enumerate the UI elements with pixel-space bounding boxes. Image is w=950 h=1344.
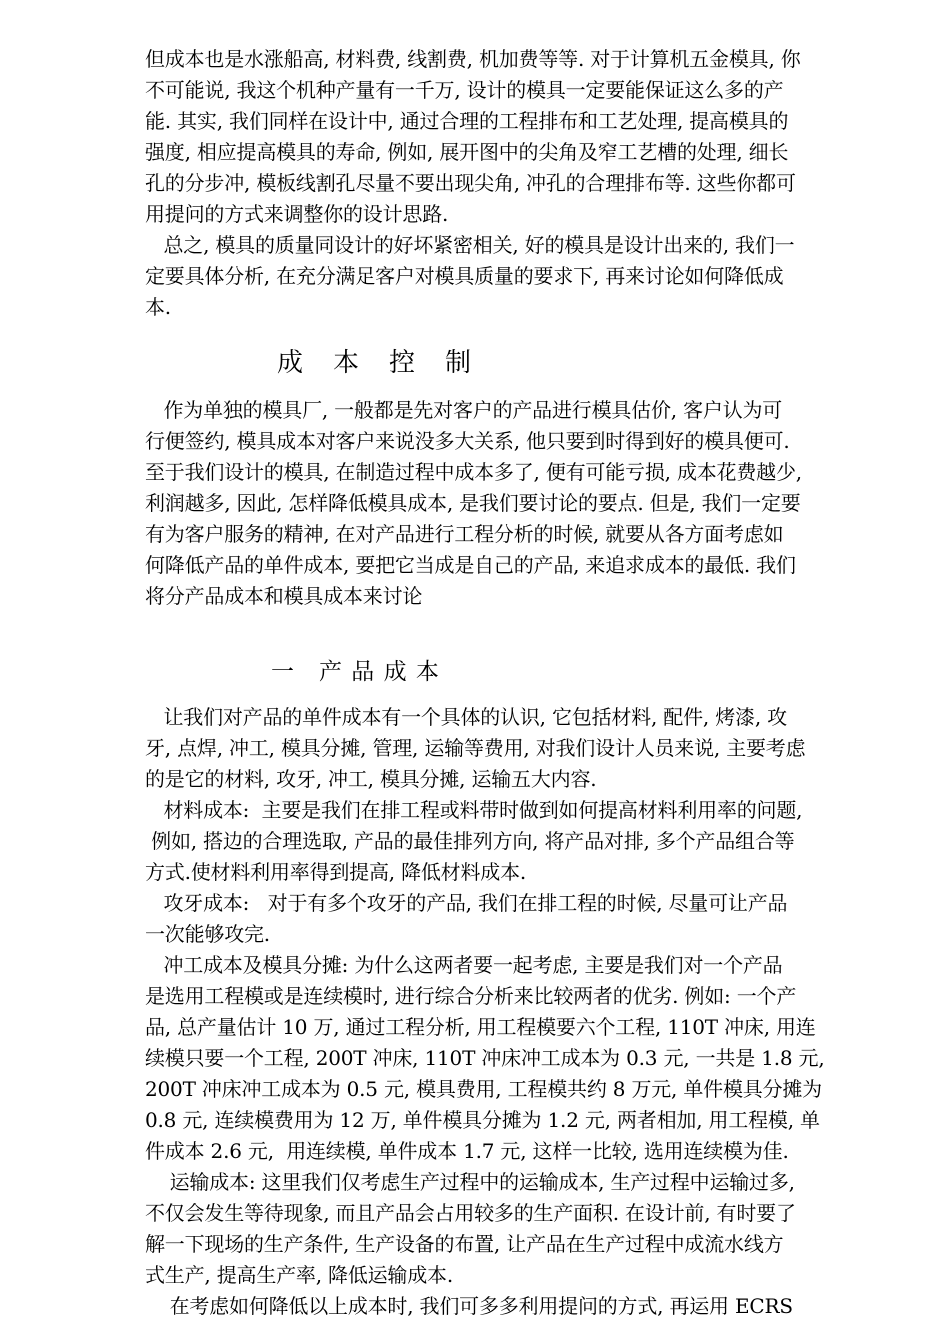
text-line: 件成本 2.6 元, 用连续模, 单件成本 1.7 元, 这样一比较, 选用连续模为佳. bbox=[145, 1139, 789, 1163]
paragraph-transport-cost bbox=[145, 1167, 885, 1291]
text-line: 的是它的材料, 攻牙, 冲工, 模具分摊, 运输五大内容. bbox=[145, 767, 597, 791]
text-line: 孔的分步冲, 模板线割孔尽量不要出现尖角, 冲孔的合理排布等. 这些你都可 bbox=[145, 171, 796, 195]
blank-line bbox=[145, 612, 885, 654]
text-line: 不仅会发生等待现象, 而且产品会占用较多的生产面积. 在设计前, 有时要了 bbox=[145, 1201, 796, 1225]
text-line: 冲工成本及模具分摊: 为什么这两者要一起考虑, 主要是我们对一个产品 bbox=[145, 953, 783, 977]
text-line: 200T 冲床冲工成本为 0.5 元, 模具费用, 工程模共约 8 万元, 单件模具分摊为 bbox=[145, 1077, 822, 1101]
section-heading-cost-control: 成 本 控 制 bbox=[277, 348, 474, 378]
section-heading-product-cost: 一 产 品 成 本 bbox=[271, 659, 440, 685]
text-line: 是选用工程模或是连续模时, 进行综合分析来比较两者的优劣. 例如: 一个产 bbox=[145, 984, 797, 1008]
text-line: 行便签约, 模具成本对客户来说没多大关系, 他只要到时得到好的模具便可. bbox=[145, 429, 790, 453]
text-line: 利润越多, 因此, 怎样降低模具成本, 是我们要讨论的要点. 但是, 我们一定要 bbox=[145, 491, 801, 515]
text-line: 定要具体分析, 在充分满足客户对模具质量的要求下, 再来讨论如何降低成 bbox=[145, 264, 784, 288]
text-line: 作为单独的模具厂, 一般都是先对客户的产品进行模具估价, 客户认为可 bbox=[145, 398, 783, 422]
text-line: 有为客户服务的精神, 在对产品进行工程分析的时候, 就要从各方面考虑如 bbox=[145, 522, 784, 546]
paragraph-summary bbox=[145, 230, 885, 323]
paragraph-stamping-cost bbox=[145, 950, 885, 1167]
text-line: 解一下现场的生产条件, 生产设备的布置, 让产品在生产过程中成流水线方 bbox=[145, 1232, 784, 1256]
text-line: 0.8 元, 连续模费用为 12 万, 单件模具分摊为 1.2 元, 两者相加, 用工程模, 单 bbox=[145, 1108, 820, 1132]
paragraph-ecrs bbox=[145, 1291, 885, 1322]
text-line: 总之, 模具的质量同设计的好坏紧密相关, 好的模具是设计出来的, 我们一 bbox=[145, 233, 795, 257]
text-line: 在考虑如何降低以上成本时, 我们可多多利用提问的方式, 再运用 ECRS bbox=[145, 1294, 793, 1318]
text-line: 能. 其实, 我们同样在设计中, 通过合理的工程排布和工艺处理, 提高模具的 bbox=[145, 109, 789, 133]
text-line: 强度, 相应提高模具的寿命, 例如, 展开图中的尖角及窄工艺槽的处理, 细长 bbox=[145, 140, 789, 164]
text-line: 本. bbox=[145, 295, 171, 319]
text-line: 牙, 点焊, 冲工, 模具分摊, 管理, 运输等费用, 对我们设计人员来说, 主要考虑 bbox=[145, 736, 806, 760]
text-line: 攻牙成本: 对于有多个攻牙的产品, 我们在排工程的时候, 尽量可让产品 bbox=[145, 891, 788, 915]
text-line: 但成本也是水涨船高, 材料费, 线割费, 机加费等等. 对于计算机五金模具, 你 bbox=[145, 47, 801, 71]
text-line: 何降低产品的单件成本, 要把它当成是自己的产品, 来追求成本的最低. 我们 bbox=[145, 553, 796, 577]
text-line: 材料成本: 主要是我们在排工程或料带时做到如何提高材料利用率的问题, bbox=[145, 798, 803, 822]
text-line: 至于我们设计的模具, 在制造过程中成本多了, 便有可能亏损, 成本花费越少, bbox=[145, 460, 802, 484]
document-page bbox=[145, 44, 885, 1322]
paragraph-tapping-cost bbox=[145, 888, 885, 950]
text-line: 一次能够攻完. bbox=[145, 922, 270, 946]
text-line: 将分产品成本和模具成本来讨论 bbox=[145, 584, 423, 608]
paragraph-product-cost-intro bbox=[145, 702, 885, 795]
text-line: 品, 总产量估计 10 万, 通过工程分析, 用工程模要六个工程, 110T 冲床, 用连 bbox=[145, 1015, 816, 1039]
text-line: 方式.使材料利用率得到提高, 降低材料成本. bbox=[145, 860, 527, 884]
text-line: 式生产, 提高生产率, 降低运输成本. bbox=[145, 1263, 453, 1287]
text-line: 运输成本: 这里我们仅考虑生产过程中的运输成本, 生产过程中运输过多, bbox=[145, 1170, 795, 1194]
paragraph-material-cost bbox=[145, 795, 885, 888]
text-line: 例如, 搭边的合理选取, 产品的最佳排列方向, 将产品对排, 多个产品组合等 bbox=[145, 829, 795, 853]
paragraph-cost-control-intro bbox=[145, 395, 885, 612]
text-line: 不可能说, 我这个机种产量有一千万, 设计的模具一定要能保证这么多的产 bbox=[145, 78, 784, 102]
paragraph-quality-cost bbox=[145, 44, 885, 230]
text-line: 用提问的方式来调整你的设计思路. bbox=[145, 202, 449, 226]
text-line: 续模只要一个工程, 200T 冲床, 110T 冲床冲工成本为 0.3 元, 一共是 1.8 元, bbox=[145, 1046, 825, 1070]
text-line: 让我们对产品的单件成本有一个具体的认识, 它包括材料, 配件, 烤漆, 攻 bbox=[145, 705, 787, 729]
